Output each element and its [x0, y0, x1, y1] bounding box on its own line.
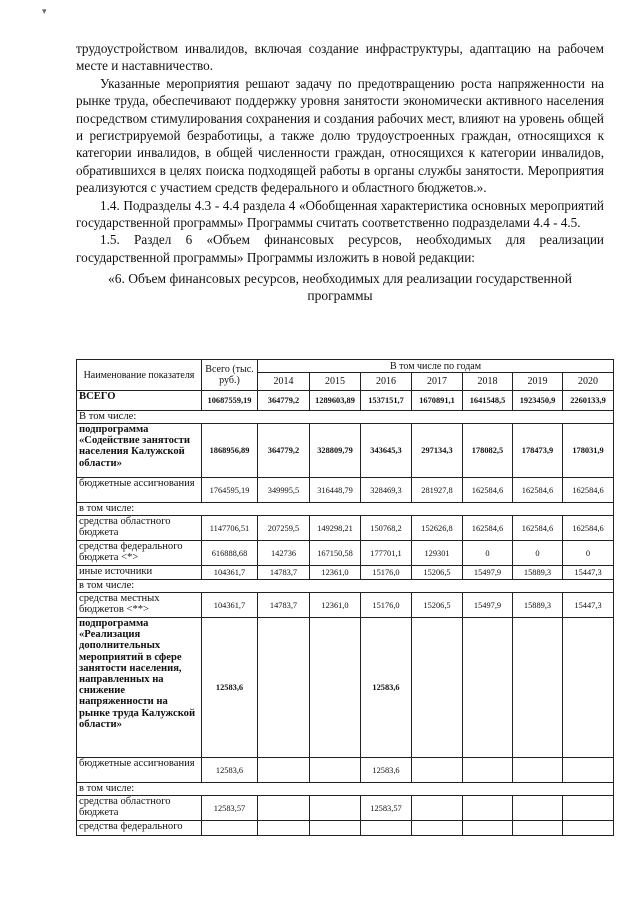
- row-year-value-cell: [412, 796, 463, 821]
- row-year-value-cell: 177701,1: [361, 541, 412, 566]
- row-year-value-cell: 178473,9: [513, 424, 563, 478]
- row-year-value-cell: [361, 821, 412, 836]
- row-year-value-cell: 0: [563, 541, 614, 566]
- row-year-value-cell: 15447,3: [563, 566, 614, 580]
- row-year-value-cell: [258, 618, 310, 758]
- row-year-value-cell: [412, 821, 463, 836]
- row-year-value-cell: 178082,5: [463, 424, 513, 478]
- row-year-value-cell: 15206,5: [412, 566, 463, 580]
- row-year-value-cell: 12361,0: [310, 593, 361, 618]
- row-year-value-cell: 15447,3: [563, 593, 614, 618]
- row-total-cell: 12583,6: [202, 758, 258, 783]
- row-label-cell: средства областного бюджета: [77, 516, 202, 541]
- row-label-cell: В том числе:: [77, 411, 614, 424]
- row-year-value-cell: 178031,9: [563, 424, 614, 478]
- row-year-value-cell: [412, 618, 463, 758]
- row-year-value-cell: 349995,5: [258, 478, 310, 503]
- row-total-cell: 10687559,19: [202, 391, 258, 411]
- row-label-cell: в том числе:: [77, 503, 614, 516]
- row-label-cell: средства федерального бюджета <*>: [77, 541, 202, 566]
- header-year-cell: 2015: [310, 373, 361, 391]
- row-year-value-cell: 0: [513, 541, 563, 566]
- row-year-value-cell: 12583,6: [361, 758, 412, 783]
- row-total-cell: 616888,68: [202, 541, 258, 566]
- row-year-value-cell: [258, 796, 310, 821]
- row-year-value-cell: 162584,6: [563, 516, 614, 541]
- row-year-value-cell: [513, 821, 563, 836]
- row-year-value-cell: 15206,5: [412, 593, 463, 618]
- header-year-cell: 2017: [412, 373, 463, 391]
- row-label-cell: подпрограмма «Содействие занятости населения Калужской области»: [77, 424, 202, 478]
- header-year-cell: 2019: [513, 373, 563, 391]
- row-year-value-cell: 281927,8: [412, 478, 463, 503]
- row-label-cell: ВСЕГО: [77, 391, 202, 411]
- row-total-cell: 1868956,89: [202, 424, 258, 478]
- row-year-value-cell: 1537151,7: [361, 391, 412, 411]
- row-year-value-cell: 149298,21: [310, 516, 361, 541]
- header-year-cell: 2018: [463, 373, 513, 391]
- row-year-value-cell: 1923450,9: [513, 391, 563, 411]
- row-year-value-cell: 15497,9: [463, 566, 513, 580]
- table-row: [77, 411, 614, 424]
- row-label-cell: средства федерального: [77, 821, 202, 836]
- table-row: [77, 516, 614, 541]
- row-year-value-cell: [463, 821, 513, 836]
- row-label-cell: иные источники: [77, 566, 202, 580]
- row-year-value-cell: 162584,6: [563, 478, 614, 503]
- header-year-cell: 2020: [563, 373, 614, 391]
- row-year-value-cell: 15889,3: [513, 593, 563, 618]
- row-label-cell: в том числе:: [77, 580, 614, 593]
- row-year-value-cell: 316448,79: [310, 478, 361, 503]
- row-year-value-cell: 142736: [258, 541, 310, 566]
- row-year-value-cell: 15497,9: [463, 593, 513, 618]
- document-body: [76, 40, 604, 311]
- row-year-value-cell: 12583,57: [361, 796, 412, 821]
- row-year-value-cell: [310, 618, 361, 758]
- row-total-cell: 1147706,51: [202, 516, 258, 541]
- table-row: [77, 593, 614, 618]
- row-year-value-cell: [310, 758, 361, 783]
- row-label-cell: в том числе:: [77, 783, 614, 796]
- paragraph-2: Указанные мероприятия решают задачу по предотвращению роста напряженности на рынке труда, обеспечивают поддержку уровня занятости экономически активного населения посредством стимулирования сохранения и создания рабочих мест, влияют на уровень общей и регистрируемой безработицы, а также долю трудоустроенных граждан, относящихся к категории инвалидов, в общей численности граждан, относящихся к категории инвалидов, обратившихся в целях поиска подходящей работы в органы службы занятости. Мероприятия реализуются с участием средств федерального и областного бюджетов.».: [76, 75, 604, 196]
- header-year-cell: 2014: [258, 373, 310, 391]
- row-total-cell: [202, 821, 258, 836]
- section-heading: «6. Объем финансовых ресурсов, необходимых для реализации государственной программы: [108, 271, 572, 304]
- row-year-value-cell: 2260133,9: [563, 391, 614, 411]
- row-year-value-cell: [258, 821, 310, 836]
- row-total-cell: 12583,6: [202, 618, 258, 758]
- table-row: [77, 478, 614, 503]
- header-year-cell: 2016: [361, 373, 412, 391]
- row-year-value-cell: 15176,0: [361, 593, 412, 618]
- paragraph-4: 1.5. Раздел 6 «Объем финансовых ресурсов, необходимых для реализации государственной программы» Программы изложить в новой редакции:: [76, 232, 604, 265]
- row-year-value-cell: 1641548,5: [463, 391, 513, 411]
- header-total-cell: Всего (тыс. руб.): [202, 360, 258, 391]
- table-row: [77, 566, 614, 580]
- row-year-value-cell: 162584,6: [463, 478, 513, 503]
- table-row: [77, 503, 614, 516]
- row-year-value-cell: [412, 758, 463, 783]
- table-row: [77, 541, 614, 566]
- row-total-cell: 12583,57: [202, 796, 258, 821]
- row-year-value-cell: [463, 758, 513, 783]
- table-row: [77, 580, 614, 593]
- row-label-cell: средства местных бюджетов <**>: [77, 593, 202, 618]
- row-year-value-cell: 1670891,1: [412, 391, 463, 411]
- row-year-value-cell: 14783,7: [258, 566, 310, 580]
- row-year-value-cell: [513, 796, 563, 821]
- row-label-cell: подпрограмма «Реализация дополнительных мероприятий в сфере занятости населения, направленных на снижение напряженности на рынке труда Калужской области»: [77, 618, 202, 758]
- row-year-value-cell: 152626,8: [412, 516, 463, 541]
- row-year-value-cell: [513, 758, 563, 783]
- table-row: [77, 391, 614, 411]
- header-years-group-cell: В том числе по годам: [258, 360, 614, 373]
- row-year-value-cell: 150768,2: [361, 516, 412, 541]
- row-total-cell: 104361,7: [202, 593, 258, 618]
- row-year-value-cell: 162584,6: [463, 516, 513, 541]
- row-year-value-cell: [563, 796, 614, 821]
- row-year-value-cell: 162584,6: [513, 516, 563, 541]
- row-label-cell: бюджетные ассигнования: [77, 478, 202, 503]
- row-year-value-cell: [563, 618, 614, 758]
- row-year-value-cell: [258, 758, 310, 783]
- row-year-value-cell: [513, 618, 563, 758]
- paragraph-1: трудоустройством инвалидов, включая создание инфраструктуры, адаптацию на рабочем месте и наставничество.: [76, 41, 604, 74]
- row-year-value-cell: 343645,3: [361, 424, 412, 478]
- row-year-value-cell: [310, 821, 361, 836]
- row-year-value-cell: [463, 618, 513, 758]
- paragraph-3: 1.4. Подразделы 4.3 - 4.4 раздела 4 «Обобщенная характеристика основных мероприятий государственной программы» Программы считать соответственно подразделами 4.4 - 4.5.: [76, 197, 604, 231]
- row-year-value-cell: 364779,2: [258, 391, 310, 411]
- row-year-value-cell: 1289603,89: [310, 391, 361, 411]
- row-year-value-cell: 167150,58: [310, 541, 361, 566]
- row-year-value-cell: 12361,0: [310, 566, 361, 580]
- table-row: [77, 783, 614, 796]
- row-year-value-cell: 12583,6: [361, 618, 412, 758]
- row-total-cell: 104361,7: [202, 566, 258, 580]
- row-year-value-cell: 15176,0: [361, 566, 412, 580]
- row-year-value-cell: 364779,2: [258, 424, 310, 478]
- financial-resources-table: [76, 359, 614, 836]
- row-year-value-cell: 14783,7: [258, 593, 310, 618]
- row-year-value-cell: 15889,3: [513, 566, 563, 580]
- row-year-value-cell: 328809,79: [310, 424, 361, 478]
- table-row: [77, 758, 614, 783]
- row-year-value-cell: [463, 796, 513, 821]
- row-year-value-cell: 129301: [412, 541, 463, 566]
- table-row: [77, 424, 614, 478]
- table-row: [77, 796, 614, 821]
- table-row: [77, 821, 614, 836]
- row-label-cell: средства областного бюджета: [77, 796, 202, 821]
- row-year-value-cell: [563, 758, 614, 783]
- row-year-value-cell: 207259,5: [258, 516, 310, 541]
- row-year-value-cell: 328469,3: [361, 478, 412, 503]
- row-year-value-cell: 297134,3: [412, 424, 463, 478]
- row-year-value-cell: [563, 821, 614, 836]
- header-name-cell: Наименование показателя: [77, 360, 202, 391]
- corner-mark: ▾: [42, 6, 47, 16]
- row-year-value-cell: 162584,6: [513, 478, 563, 503]
- row-total-cell: 1764595,19: [202, 478, 258, 503]
- row-year-value-cell: [310, 796, 361, 821]
- table-header-row: [77, 360, 614, 373]
- row-label-cell: бюджетные ассигнования: [77, 758, 202, 783]
- table-row: [77, 618, 614, 758]
- row-year-value-cell: 0: [463, 541, 513, 566]
